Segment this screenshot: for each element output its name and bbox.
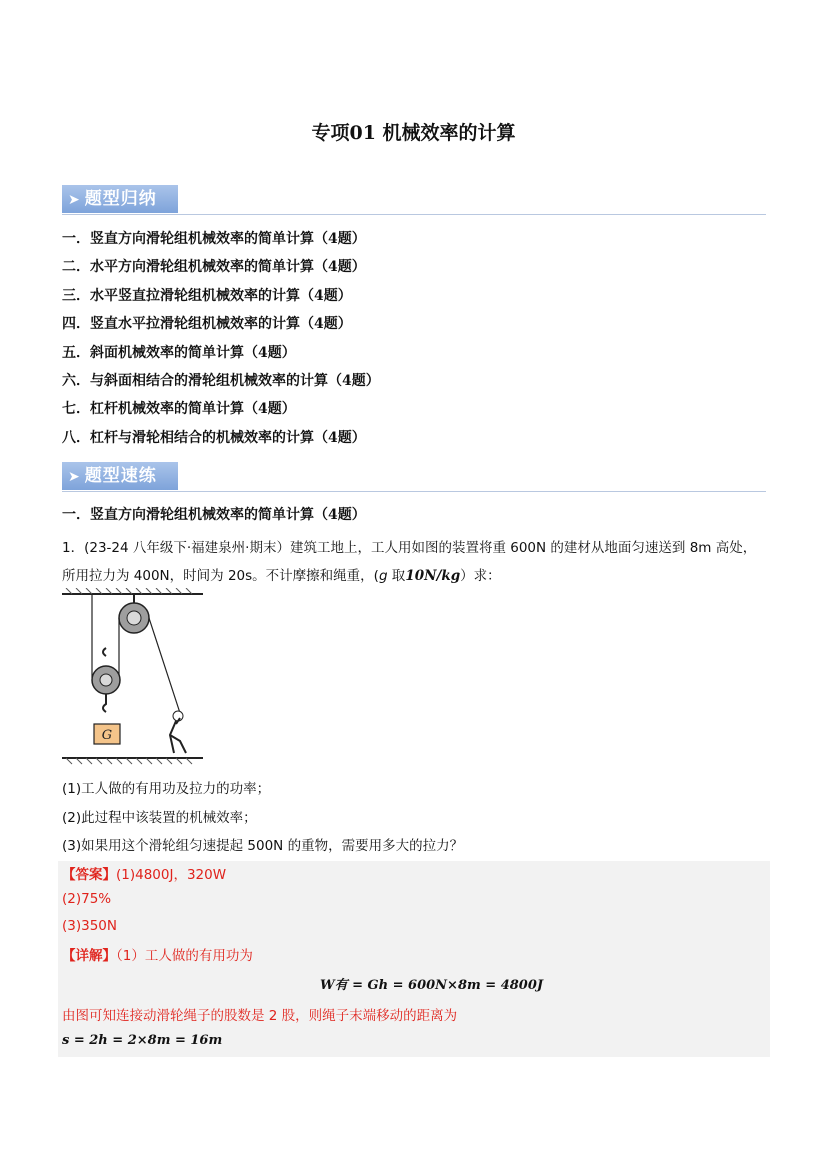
question-text: ）求： [460,568,501,584]
section-banner-summary [62,185,178,213]
answer-text: (1)4800J，320W [116,867,227,883]
topic-item: 六．与斜面相结合的滑轮组机械效率的计算（4题） [62,372,380,389]
g-symbol: g [378,568,388,584]
topic-item: 五．斜面机械效率的简单计算（4题） [62,344,296,361]
banner-label: 题型归纳 [84,189,157,209]
detail-line-1 [62,944,253,964]
answer-line-2: (2)75% [62,891,112,907]
g-value: 10N/kg [405,568,461,584]
divider [62,491,766,492]
answer-line-3: (3)350N [62,918,117,934]
formula-distance: s = 2h = 2×8m = 16m [62,1033,223,1048]
answer-line-1 [62,863,226,883]
sub-question-2: (2)此过程中该装置的机械效率； [62,810,257,826]
answer-tag: 【答案】 [62,867,116,883]
detail-line-2: 由图可知连接动滑轮绳子的股数是 2 股，则绳子末端移动的距离为 [62,1008,458,1024]
arrow-right-icon: ➤ [68,469,81,485]
question-1 [62,534,774,590]
section-heading: 一．竖直方向滑轮组机械效率的简单计算（4题） [62,507,366,523]
question-text: 所用拉力为 400N，时间为 20s。不计摩擦和绳重，( [62,568,379,584]
detail-tag: 【详解】 [62,948,116,964]
formula-useful-work: W有 = Gh = 600N×8m = 4800J [320,978,544,993]
page-title: 专项01 机械效率的计算 [311,122,516,144]
topic-item: 八．杠杆与滑轮相结合的机械效率的计算（4题） [62,429,366,446]
section-banner-practice [62,462,178,490]
question-line: 1．(23-24 八年级下·福建泉州·期末）建筑工地上，工人用如图的装置将重 600N 的建材从地面匀速送到 8m 高处， [62,540,757,556]
topic-item: 七．杠杆机械效率的简单计算（4题） [62,401,296,418]
banner-label: 题型速练 [84,466,157,486]
pulley-diagram [60,588,205,766]
question-line [62,562,774,590]
topic-item: 四．竖直水平拉滑轮组机械效率的计算（4题） [62,316,352,333]
sub-question-1: (1)工人做的有用功及拉力的功率； [62,781,271,797]
topic-item: 三．水平竖直拉滑轮组机械效率的计算（4题） [62,287,352,304]
question-text: 取 [387,568,406,584]
topic-item: 一．竖直方向滑轮组机械效率的简单计算（4题） [62,231,366,247]
arrow-right-icon: ➤ [68,192,81,208]
detail-text: （1）工人做的有用功为 [116,948,253,964]
sub-question-3: (3)如果用这个滑轮组匀速提起 500N 的重物，需要用多大的拉力？ [62,838,464,854]
weight-label: G [101,728,113,743]
topic-item: 二．水平方向滑轮组机械效率的简单计算（4题） [62,259,366,276]
divider [62,214,766,215]
topic-list [62,230,762,457]
